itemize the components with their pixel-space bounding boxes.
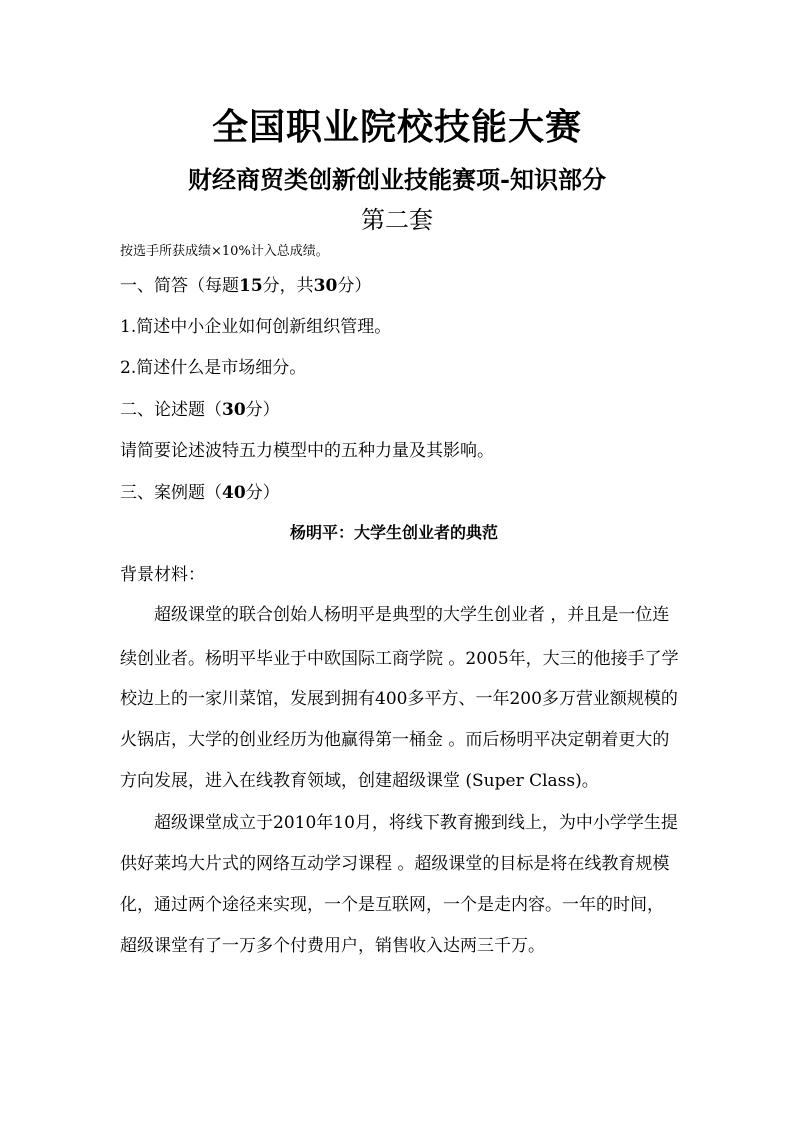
section-2-points: 30 (222, 400, 246, 420)
paragraph-1-line: 超级课堂的联合创始人杨明平是典型的大学生创业者 ，并且是一位连 (154, 605, 670, 625)
paragraph-2-line: 供好莱坞大片式的网络互动学习课程 。超级课堂的目标是将在线教育规模 (120, 854, 670, 874)
section-1-question-2: 2.简述什么是市场细分。 (120, 358, 307, 378)
scoring-note: 按选手所获成绩×10%计入总成绩。 (120, 244, 329, 259)
section-1-heading (120, 273, 371, 299)
paragraph-1-line: 方向发展，进入在线教育领域，创建超级课堂 (Super Class)。 (120, 771, 599, 791)
section-3-suffix: 分） (245, 483, 280, 503)
section-2-prefix: 二、论述题（ (120, 400, 222, 420)
paragraph-2-line: 超级课堂有了一万多个付费用户，销售收入达两三千万。 (120, 936, 545, 956)
paragraph-1-line: 火锅店，大学的创业经历为他赢得第一桶金 。而后杨明平决定朝着更大的 (120, 730, 670, 750)
section-2-question: 请简要论述波特五力模型中的五种力量及其影响。 (120, 441, 494, 461)
section-1-points-each: 15 (239, 276, 263, 296)
section-2-heading (120, 397, 280, 423)
page-title: 全国职业院校技能大赛 (211, 107, 582, 148)
section-3-heading (120, 480, 280, 506)
paragraph-1-line: 续创业者。杨明平毕业于中欧国际工商学院 。2005年，大三的他接手了学 (120, 649, 679, 669)
section-1-suffix: 分） (337, 276, 372, 296)
section-1-middle: 分，共 (262, 276, 314, 296)
page-subtitle: 财经商贸类创新创业技能赛项-知识部分 (188, 165, 606, 194)
paragraph-2-line: 化，通过两个途径来实现，一个是互联网，一个是走内容。一年的时间， (120, 895, 664, 915)
paragraph-2-line: 超级课堂成立于2010年10月，将线下教育搬到线上，为中小学学生提 (154, 813, 678, 833)
case-title: 杨明平：大学生创业者的典范 (289, 523, 498, 542)
section-3-points: 40 (222, 483, 246, 503)
background-label: 背景材料： (120, 565, 205, 585)
section-1-question-1: 1.简述中小企业如何创新组织管理。 (120, 317, 392, 337)
section-1-prefix: 一、简答（每题 (120, 276, 239, 296)
section-1-points-total: 30 (313, 276, 338, 296)
section-2-suffix: 分） (245, 400, 280, 420)
paragraph-1-line: 校边上的一家川菜馆，发展到拥有400多平方、一年200多万营业额规模的 (120, 689, 678, 709)
set-number: 第二套 (361, 206, 433, 234)
section-3-prefix: 三、案例题（ (120, 483, 222, 503)
